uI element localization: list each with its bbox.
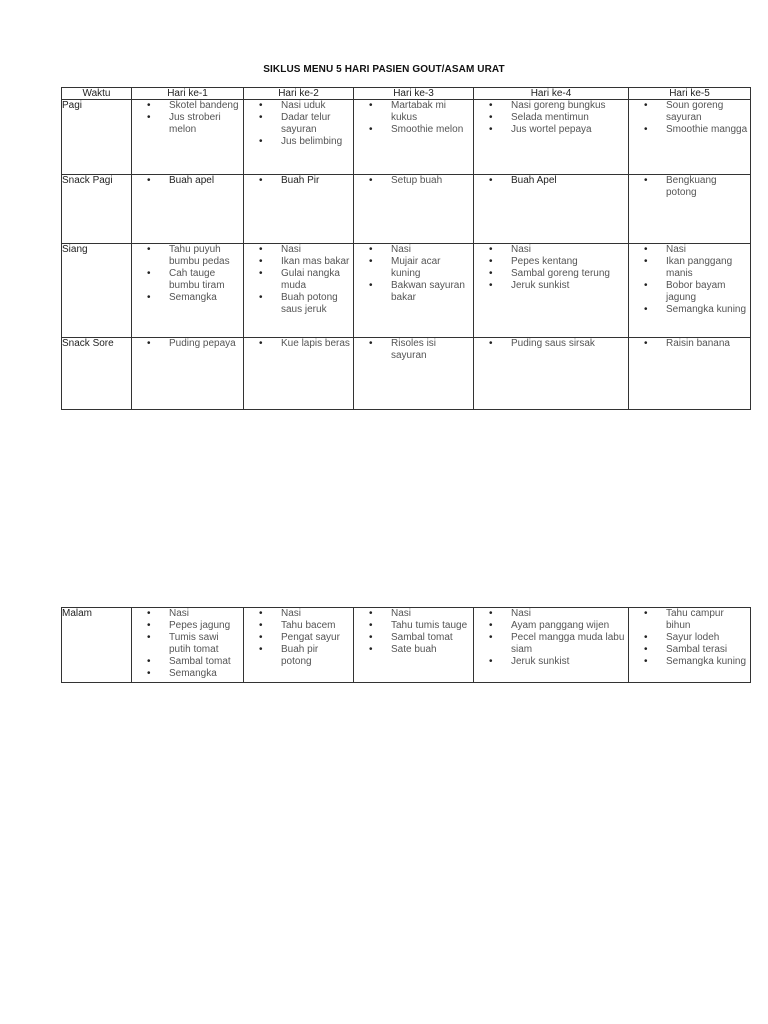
list-item: • Cah tauge bumbu tiram: [169, 268, 243, 292]
menu-cell: [132, 175, 244, 244]
list-item: • Kue lapis beras: [281, 338, 353, 350]
list-item: • Sambal tomat: [169, 656, 243, 668]
list-item: • Puding pepaya: [169, 338, 243, 350]
menu-item-list: [132, 338, 243, 350]
menu-cell: [244, 608, 354, 683]
list-item: • Jus belimbing: [281, 136, 353, 148]
menu-item-list: [629, 100, 750, 136]
list-item: • Pengat sayur: [281, 632, 353, 644]
list-item: • Smoothie melon: [391, 124, 473, 136]
table-row: [62, 100, 751, 175]
list-item: • Semangka kuning: [666, 304, 750, 316]
header-row: [62, 88, 751, 100]
menu-cell: [354, 608, 474, 683]
list-item: • Puding saus sirsak: [511, 338, 628, 350]
menu-cell: [244, 100, 354, 175]
menu-table-continued: [61, 607, 751, 683]
page-title: SIKLUS MENU 5 HARI PASIEN GOUT/ASAM URAT: [263, 64, 505, 75]
menu-item-list: [629, 175, 750, 199]
list-item: • Pepes kentang: [511, 256, 628, 268]
meal-time-label: Snack Pagi: [62, 175, 132, 244]
list-item: • Nasi: [666, 244, 750, 256]
list-item: • Jeruk sunkist: [511, 656, 628, 668]
list-item: • Buah Apel: [511, 175, 628, 187]
menu-item-list: [244, 608, 353, 668]
menu-cell: [132, 338, 244, 410]
list-item: • Setup buah: [391, 175, 473, 187]
list-item: • Nasi goreng bungkus: [511, 100, 628, 112]
list-item: • Nasi: [281, 244, 353, 256]
menu-item-list: [354, 338, 473, 362]
list-item: • Sambal goreng terung: [511, 268, 628, 280]
header-hari-4: Hari ke-4: [474, 88, 629, 100]
meal-time-label: Malam: [62, 608, 132, 683]
menu-item-list: [244, 175, 353, 187]
menu-cell: [629, 608, 751, 683]
header-hari-1: Hari ke-1: [132, 88, 244, 100]
list-item: • Nasi: [391, 244, 473, 256]
menu-cell: [474, 175, 629, 244]
list-item: • Buah Pir: [281, 175, 353, 187]
menu-item-list: [244, 244, 353, 316]
menu-item-list: [474, 338, 628, 350]
list-item: • Bakwan sayuran bakar: [391, 280, 473, 304]
list-item: • Buah potong saus jeruk: [281, 292, 353, 316]
menu-item-list: [474, 608, 628, 668]
menu-cell: [244, 175, 354, 244]
menu-item-list: [354, 175, 473, 187]
list-item: • Jeruk sunkist: [511, 280, 628, 292]
menu-table: [61, 87, 751, 410]
menu-item-list: [474, 175, 628, 187]
list-item: • Smoothie mangga: [666, 124, 750, 136]
menu-item-list: [354, 244, 473, 304]
list-item: • Selada mentimun: [511, 112, 628, 124]
list-item: • Raisin banana: [666, 338, 750, 350]
list-item: • Bengkuang potong: [666, 175, 750, 199]
menu-cell: [132, 100, 244, 175]
list-item: • Buah apel: [169, 175, 243, 187]
list-item: • Gulai nangka muda: [281, 268, 353, 292]
list-item: • Ayam panggang wijen: [511, 620, 628, 632]
menu-item-list: [474, 100, 628, 136]
list-item: • Mujair acar kuning: [391, 256, 473, 280]
header-waktu: Waktu: [62, 88, 132, 100]
list-item: • Sambal terasi: [666, 644, 750, 656]
list-item: • Nasi: [169, 608, 243, 620]
menu-item-list: [474, 244, 628, 292]
table-row: [62, 608, 751, 683]
menu-cell: [354, 100, 474, 175]
list-item: • Sayur lodeh: [666, 632, 750, 644]
list-item: • Tahu tumis tauge: [391, 620, 473, 632]
list-item: • Tahu puyuh bumbu pedas: [169, 244, 243, 268]
list-item: • Nasi uduk: [281, 100, 353, 112]
header-hari-3: Hari ke-3: [354, 88, 474, 100]
table-row: [62, 244, 751, 338]
menu-cell: [474, 100, 629, 175]
menu-cell: [629, 100, 751, 175]
menu-cell: [354, 244, 474, 338]
menu-item-list: [132, 175, 243, 187]
header-hari-2: Hari ke-2: [244, 88, 354, 100]
menu-cell: [629, 244, 751, 338]
table-row: [62, 338, 751, 410]
menu-cell: [629, 338, 751, 410]
menu-cell: [132, 608, 244, 683]
list-item: • Pecel mangga muda labu siam: [511, 632, 628, 656]
menu-cell: [474, 338, 629, 410]
menu-item-list: [354, 100, 473, 136]
list-item: • Buah pir potong: [281, 644, 353, 668]
table-row: [62, 175, 751, 244]
menu-cell: [244, 244, 354, 338]
list-item: • Sambal tomat: [391, 632, 473, 644]
list-item: • Tahu campur bihun: [666, 608, 750, 632]
list-item: • Nasi: [391, 608, 473, 620]
menu-cell: [354, 175, 474, 244]
list-item: • Semangka kuning: [666, 656, 750, 668]
menu-item-list: [132, 608, 243, 680]
list-item: • Skotel bandeng: [169, 100, 243, 112]
menu-cell: [132, 244, 244, 338]
list-item: • Dadar telur sayuran: [281, 112, 353, 136]
list-item: • Sate buah: [391, 644, 473, 656]
menu-cell: [474, 608, 629, 683]
menu-cell: [474, 244, 629, 338]
menu-item-list: [354, 608, 473, 656]
list-item: • Tahu bacem: [281, 620, 353, 632]
list-item: • Tumis sawi putih tomat: [169, 632, 243, 656]
list-item: • Nasi: [511, 608, 628, 620]
menu-cell: [629, 175, 751, 244]
menu-cell: [354, 338, 474, 410]
list-item: • Nasi: [281, 608, 353, 620]
list-item: • Semangka: [169, 668, 243, 680]
list-item: • Jus wortel pepaya: [511, 124, 628, 136]
menu-item-list: [629, 338, 750, 350]
list-item: • Ikan mas bakar: [281, 256, 353, 268]
list-item: • Risoles isi sayuran: [391, 338, 473, 362]
meal-time-label: Snack Sore: [62, 338, 132, 410]
menu-item-list: [629, 608, 750, 668]
menu-item-list: [132, 244, 243, 304]
menu-item-list: [244, 100, 353, 148]
list-item: • Nasi: [511, 244, 628, 256]
list-item: • Bobor bayam jagung: [666, 280, 750, 304]
list-item: • Ikan panggang manis: [666, 256, 750, 280]
menu-item-list: [629, 244, 750, 316]
menu-item-list: [244, 338, 353, 350]
header-hari-5: Hari ke-5: [629, 88, 751, 100]
list-item: • Jus stroberi melon: [169, 112, 243, 136]
menu-cell: [244, 338, 354, 410]
list-item: • Semangka: [169, 292, 243, 304]
meal-time-label: Siang: [62, 244, 132, 338]
list-item: • Pepes jagung: [169, 620, 243, 632]
menu-item-list: [132, 100, 243, 136]
list-item: • Martabak mi kukus: [391, 100, 473, 124]
meal-time-label: Pagi: [62, 100, 132, 175]
list-item: • Soun goreng sayuran: [666, 100, 750, 124]
